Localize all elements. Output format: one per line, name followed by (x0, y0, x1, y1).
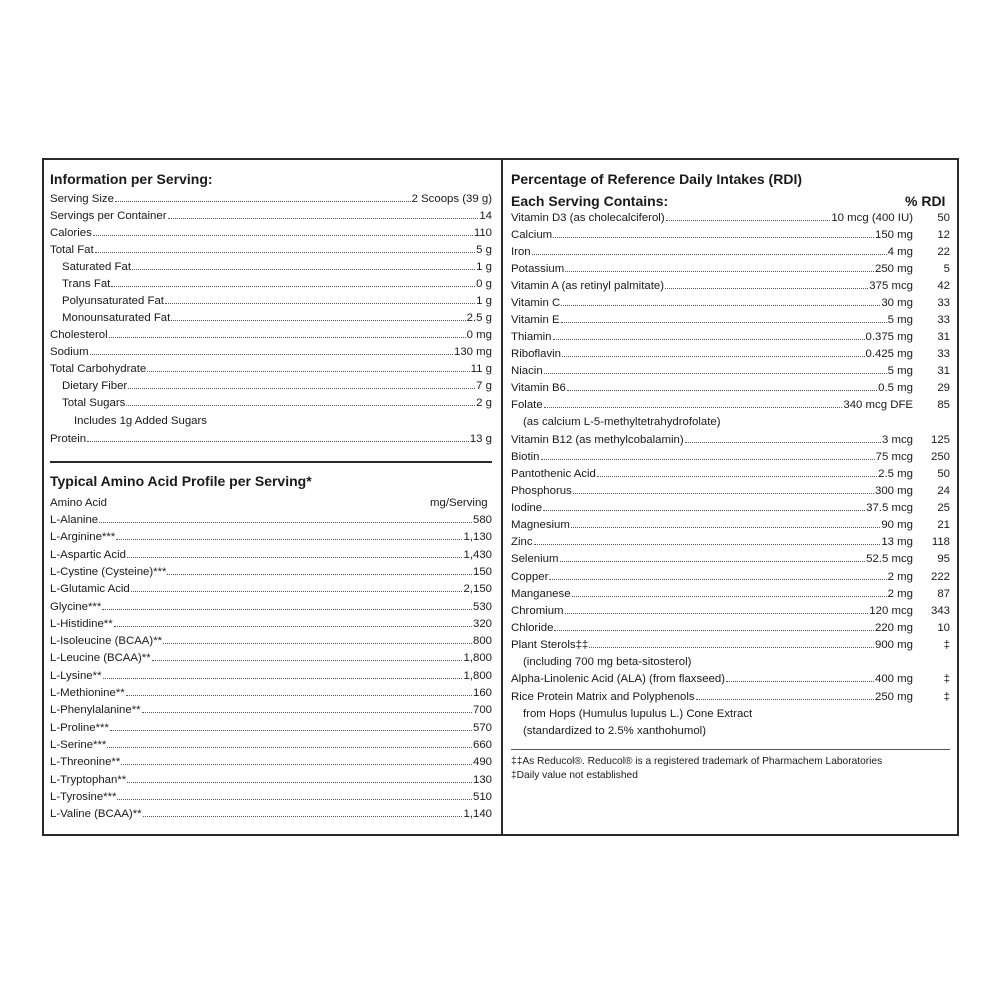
amino-row-value: 320 (472, 617, 492, 630)
info-row-value: 13 g (469, 433, 492, 445)
leader-dots (126, 405, 475, 406)
rdi-row (511, 534, 913, 551)
rdi-percent: 50 (937, 212, 950, 224)
amino-row-label: L-Proline*** (50, 721, 109, 734)
amino-row-value: 800 (472, 635, 492, 648)
info-row-label: Monounsaturated Fat (62, 312, 171, 324)
amino-row-label: L-Histidine** (50, 617, 113, 630)
amino-row (50, 668, 492, 685)
amino-row-value: 510 (472, 790, 492, 803)
info-row (50, 344, 492, 361)
info-row (50, 242, 492, 259)
leader-dots (553, 339, 865, 340)
info-row-value: 1 g (476, 261, 492, 273)
info-row-label: Saturated Fat (62, 261, 132, 273)
info-row-value: 2 g (476, 397, 492, 409)
amino-row-value: 150 (472, 565, 492, 578)
leader-dots (102, 609, 472, 610)
leader-dots (562, 356, 864, 357)
rdi-row (511, 278, 913, 295)
leader-dots (90, 354, 453, 355)
rdi-percent: ‡ (943, 691, 950, 703)
amino-row-label: L-Cystine (Cysteine)*** (50, 565, 167, 578)
rdi-row-value: 375 mcg (869, 280, 913, 292)
rdi-row-value: 2.5 mg (878, 468, 913, 480)
info-row-value: 130 mg (454, 346, 492, 358)
leader-dots (696, 699, 874, 700)
rdi-row-value: 2 mg (887, 571, 913, 583)
info-row-value: 5 g (476, 244, 492, 256)
amino-row-label: L-Phenylalanine** (50, 704, 141, 717)
amino-row-value: 660 (472, 738, 492, 751)
leader-dots (554, 630, 874, 631)
rdi-row (511, 671, 913, 688)
leader-dots (131, 591, 463, 592)
rdi-row (511, 586, 913, 603)
rdi-percent: 33 (937, 348, 950, 360)
rdi-row (511, 551, 913, 568)
rdi-percent: ‡ (943, 673, 950, 685)
leader-dots (543, 510, 865, 511)
rdi-percent: 95 (937, 553, 950, 565)
rdi-percent: 25 (937, 502, 950, 514)
info-row (50, 191, 492, 208)
leader-dots (99, 522, 472, 523)
rdi-percent: 33 (937, 297, 950, 309)
amino-row (50, 720, 492, 737)
column-divider (501, 158, 503, 836)
rdi-row (511, 603, 913, 620)
amino-row-label: L-Tyrosine*** (50, 790, 117, 803)
rdi-row-value: 3 mcg (881, 434, 913, 446)
rdi-subline: (as calcium L-5-methyltetrahydrofolate) (523, 416, 721, 428)
rdi-percent: 87 (937, 588, 950, 600)
leader-dots (544, 373, 887, 374)
amino-row-label: L-Valine (BCAA)** (50, 808, 142, 821)
amino-row (50, 772, 492, 789)
amino-row-value: 2,150 (463, 583, 492, 596)
footnote-reducol: ‡‡As Reducol®. Reducol® is a registered trademark of Pharmachem Laboratories (511, 756, 883, 767)
rdi-row-value: 4 mg (887, 246, 913, 258)
leader-dots (95, 252, 475, 253)
amino-heading: Typical Amino Acid Profile per Serving* (50, 473, 312, 489)
amino-row-value: 530 (472, 600, 492, 613)
rdi-row (511, 380, 913, 397)
info-row-label: Trans Fat (62, 278, 111, 290)
rdi-row-value: 52.5 mcg (866, 553, 913, 565)
rdi-row-label: Rice Protein Matrix and Polyphenols (511, 691, 695, 703)
info-row-value: 2.5 g (466, 312, 492, 324)
rdi-row-value: 120 mcg (869, 605, 913, 617)
leader-dots (597, 476, 877, 477)
rdi-percent: 29 (937, 382, 950, 394)
rdi-row-label: Vitamin D3 (as cholecalciferol) (511, 212, 665, 224)
rdi-row-label: Calcium (511, 229, 553, 241)
leader-dots (114, 626, 472, 627)
info-row-label: Cholesterol (50, 329, 108, 341)
rdi-row (511, 689, 913, 706)
leader-dots (565, 271, 874, 272)
rdi-row-value: 250 mg (875, 263, 913, 275)
info-row-label: Total Sugars (62, 397, 126, 409)
amino-row (50, 806, 492, 823)
rdi-percent: 12 (937, 229, 950, 241)
rdi-row-label: Selenium (511, 553, 559, 565)
leader-dots (152, 660, 463, 661)
amino-row-label: L-Glutamic Acid (50, 583, 130, 596)
rdi-row-label: Zinc (511, 536, 533, 548)
rdi-percent: 5 (943, 263, 950, 275)
rdi-percent: 343 (930, 605, 950, 617)
rdi-row-label: Magnesium (511, 519, 570, 531)
amino-row (50, 685, 492, 702)
info-row-label: Sodium (50, 346, 89, 358)
rdi-row-label: Potassium (511, 263, 565, 275)
rdi-row-label: Alpha-Linolenic Acid (ALA) (from flaxseed) (511, 673, 725, 685)
info-row-label: Polyunsaturated Fat (62, 295, 164, 307)
rdi-heading: Percentage of Reference Daily Intakes (RDI) (511, 171, 802, 187)
leader-dots (128, 388, 475, 389)
leader-dots (571, 527, 880, 528)
rdi-row-label: Phosphorus (511, 485, 572, 497)
leader-dots (534, 544, 881, 545)
rdi-row-value: 37.5 mcg (866, 502, 913, 514)
amino-row (50, 512, 492, 529)
leader-dots (532, 254, 887, 255)
rdi-subline: (including 700 mg beta-sitosterol) (523, 656, 692, 668)
rdi-row-label: Pantothenic Acid (511, 468, 596, 480)
amino-row-value: 1,430 (463, 548, 492, 561)
rdi-row-label: Vitamin B12 (as methylcobalamin) (511, 434, 684, 446)
rdi-row (511, 637, 913, 654)
amino-row-value: 1,140 (463, 808, 492, 821)
info-row (62, 259, 492, 276)
leader-dots (117, 799, 472, 800)
leader-dots (561, 322, 887, 323)
rdi-row-label: Vitamin B6 (511, 382, 566, 394)
rdi-percent: 85 (937, 399, 950, 411)
leader-dots (103, 678, 463, 679)
leader-dots (544, 407, 843, 408)
leader-dots (127, 557, 463, 558)
amino-row-value: 1,130 (463, 531, 492, 544)
rdi-percent: 21 (937, 519, 950, 531)
amino-row-label: L-Alanine (50, 514, 99, 526)
leader-dots (109, 337, 466, 338)
info-row-label: Dietary Fiber (62, 380, 128, 392)
rdi-row-value: 13 mg (881, 536, 913, 548)
rdi-row (511, 295, 913, 312)
section-divider (50, 461, 492, 463)
info-row-value: 110 (473, 227, 492, 239)
amino-row (50, 581, 492, 598)
rdi-row (511, 329, 913, 346)
amino-row-label: L-Isoleucine (BCAA)** (50, 635, 163, 648)
rdi-row-label: Iodine (511, 502, 543, 514)
rdi-percent: 42 (937, 280, 950, 292)
info-row-value: 14 (479, 210, 492, 222)
leader-dots (143, 816, 463, 817)
rdi-row (511, 312, 913, 329)
info-row-label: Calories (50, 227, 92, 239)
rdi-row-label: Manganese (511, 588, 571, 600)
amino-row-label: L-Methionine** (50, 687, 125, 699)
rdi-subheading: Each Serving Contains: (511, 193, 669, 209)
rdi-row-value: 340 mcg DFE (843, 399, 913, 411)
amino-row (50, 564, 492, 581)
rdi-row-value: 220 mg (875, 622, 913, 634)
amino-row-value: 130 (472, 773, 492, 786)
rdi-row (511, 517, 913, 534)
rdi-row (511, 363, 913, 380)
info-row (50, 225, 492, 242)
leader-dots (107, 747, 472, 748)
leader-dots (666, 220, 831, 221)
rdi-percent: 118 (931, 536, 950, 548)
info-heading: Information per Serving: (50, 171, 213, 187)
rdi-percent: 24 (937, 485, 950, 497)
info-row-value: 11 g (470, 363, 492, 375)
rdi-row (511, 261, 913, 278)
rdi-row-value: 0.425 mg (865, 348, 913, 360)
info-row (50, 327, 492, 344)
rdi-row-value: 10 mcg (400 IU) (831, 212, 913, 224)
leader-dots (665, 288, 868, 289)
rdi-row-value: 300 mg (875, 485, 913, 497)
amino-row (50, 702, 492, 719)
rdi-row-label: Copper (511, 571, 549, 583)
info-row (50, 431, 492, 448)
rdi-row (511, 483, 913, 500)
leader-dots (167, 574, 472, 575)
rdi-pct-header: % RDI (905, 193, 946, 209)
footnote-daily-value: ‡Daily value not established (511, 770, 638, 781)
amino-row (50, 650, 492, 667)
rdi-percent: 10 (937, 622, 950, 634)
leader-dots (572, 596, 887, 597)
info-row (62, 395, 492, 412)
info-row (62, 293, 492, 310)
amino-row (50, 633, 492, 650)
info-row-label: Serving Size (50, 193, 114, 205)
rdi-row-label: Folate (511, 399, 543, 411)
rdi-row-label: Chloride (511, 622, 554, 634)
amino-col-right: mg/Serving (430, 497, 488, 509)
rdi-subline: from Hops (Humulus lupulus L.) Cone Extract (523, 708, 753, 720)
rdi-row-value: 900 mg (875, 639, 913, 651)
leader-dots (567, 390, 877, 391)
leader-dots (110, 730, 472, 731)
amino-row (50, 737, 492, 754)
rdi-row-value: 5 mg (887, 314, 913, 326)
amino-row-label: L-Lysine** (50, 669, 102, 682)
rdi-row-label: Niacin (511, 365, 543, 377)
amino-row-label: L-Serine*** (50, 738, 107, 751)
leader-dots (165, 303, 475, 304)
rdi-row (511, 620, 913, 637)
amino-row-value: 570 (472, 721, 492, 734)
leader-dots (171, 320, 465, 321)
rdi-percent: 33 (937, 314, 950, 326)
rdi-row-label: Chromium (511, 605, 564, 617)
info-row-value: 1 g (476, 295, 492, 307)
rdi-row (511, 210, 913, 227)
leader-dots (565, 613, 869, 614)
rdi-row (511, 397, 913, 414)
amino-row-label: L-Leucine (BCAA)** (50, 652, 151, 665)
leader-dots (115, 201, 411, 202)
rdi-row (511, 227, 913, 244)
amino-row-value: 580 (472, 514, 492, 526)
rdi-row (511, 466, 913, 483)
rdi-row-value: 250 mg (875, 691, 913, 703)
amino-row-value: 1,800 (463, 669, 492, 682)
rdi-row-value: 0.375 mg (865, 331, 913, 343)
rdi-row-value: 90 mg (881, 519, 913, 531)
info-row-label: Total Fat (50, 244, 94, 256)
rdi-row (511, 449, 913, 466)
info-row (62, 310, 492, 327)
leader-dots (553, 237, 874, 238)
rdi-row-label: Plant Sterols‡‡ (511, 639, 589, 651)
info-row-value: 0 g (476, 278, 492, 290)
amino-row-label: L-Tryptophan** (50, 773, 127, 786)
leader-dots (573, 493, 874, 494)
rdi-percent: 222 (930, 571, 950, 583)
rdi-percent: 31 (937, 331, 950, 343)
rdi-percent: 22 (937, 246, 950, 258)
info-row-value: 7 g (476, 380, 492, 392)
leader-dots (87, 441, 469, 442)
info-row-label: Includes 1g Added Sugars (74, 415, 207, 427)
rdi-row-value: 5 mg (887, 365, 913, 377)
leader-dots (142, 712, 472, 713)
amino-row-label: Glycine*** (50, 600, 102, 613)
info-row-label: Servings per Container (50, 210, 167, 222)
amino-col-left: Amino Acid (50, 497, 107, 509)
info-row (74, 413, 492, 430)
amino-row-value: 490 (472, 756, 492, 769)
leader-dots (168, 218, 479, 219)
rdi-percent: 50 (937, 468, 950, 480)
rdi-row-label: Vitamin A (as retinyl palmitate) (511, 280, 664, 292)
leader-dots (549, 579, 886, 580)
leader-dots (126, 695, 472, 696)
leader-dots (561, 305, 880, 306)
leader-dots (127, 782, 472, 783)
amino-row-label: L-Threonine** (50, 756, 121, 769)
rdi-row (511, 569, 913, 586)
rdi-row-value: 30 mg (881, 297, 913, 309)
amino-row (50, 547, 492, 564)
rdi-row-label: Vitamin E (511, 314, 560, 326)
info-row-label: Protein (50, 433, 87, 445)
rdi-row-value: 0.5 mg (878, 382, 913, 394)
rdi-percent: 31 (937, 365, 950, 377)
rdi-row-value: 75 mcg (875, 451, 913, 463)
rdi-row-label: Biotin (511, 451, 540, 463)
info-row (62, 276, 492, 293)
rdi-row (511, 432, 913, 449)
footnote-rule (511, 749, 950, 750)
leader-dots (111, 286, 475, 287)
leader-dots (685, 442, 881, 443)
amino-row-label: L-Arginine*** (50, 531, 116, 544)
amino-row-value: 1,800 (463, 652, 492, 665)
info-row (50, 208, 492, 225)
amino-row-value: 160 (472, 687, 492, 699)
leader-dots (121, 764, 472, 765)
leader-dots (726, 681, 874, 682)
leader-dots (589, 647, 874, 648)
rdi-row-value: 400 mg (875, 673, 913, 685)
rdi-row (511, 346, 913, 363)
amino-row-label: L-Aspartic Acid (50, 548, 126, 561)
leader-dots (116, 539, 462, 540)
rdi-row (511, 244, 913, 261)
rdi-row-label: Riboflavin (511, 348, 562, 360)
leader-dots (93, 235, 473, 236)
amino-row (50, 599, 492, 616)
amino-row-value: 700 (472, 704, 492, 717)
amino-row (50, 616, 492, 633)
rdi-row (511, 500, 913, 517)
amino-row (50, 754, 492, 771)
rdi-percent: ‡ (943, 639, 950, 651)
rdi-row-label: Iron (511, 246, 531, 258)
leader-dots (147, 371, 469, 372)
leader-dots (541, 459, 875, 460)
rdi-row-value: 150 mg (875, 229, 913, 241)
amino-row (50, 529, 492, 546)
rdi-row-value: 2 mg (887, 588, 913, 600)
info-row (50, 361, 492, 378)
rdi-row-label: Thiamin (511, 331, 552, 343)
leader-dots (132, 269, 475, 270)
info-row-value: 0 mg (466, 329, 492, 341)
amino-row (50, 789, 492, 806)
rdi-percent: 125 (930, 434, 950, 446)
info-row (62, 378, 492, 395)
info-row-label: Total Carbohydrate (50, 363, 147, 375)
rdi-subline: (standardized to 2.5% xanthohumol) (523, 725, 706, 737)
info-row-value: 2 Scoops (39 g) (411, 193, 492, 205)
rdi-row-label: Vitamin C (511, 297, 561, 309)
leader-dots (163, 643, 472, 644)
rdi-percent: 250 (930, 451, 950, 463)
leader-dots (560, 561, 866, 562)
